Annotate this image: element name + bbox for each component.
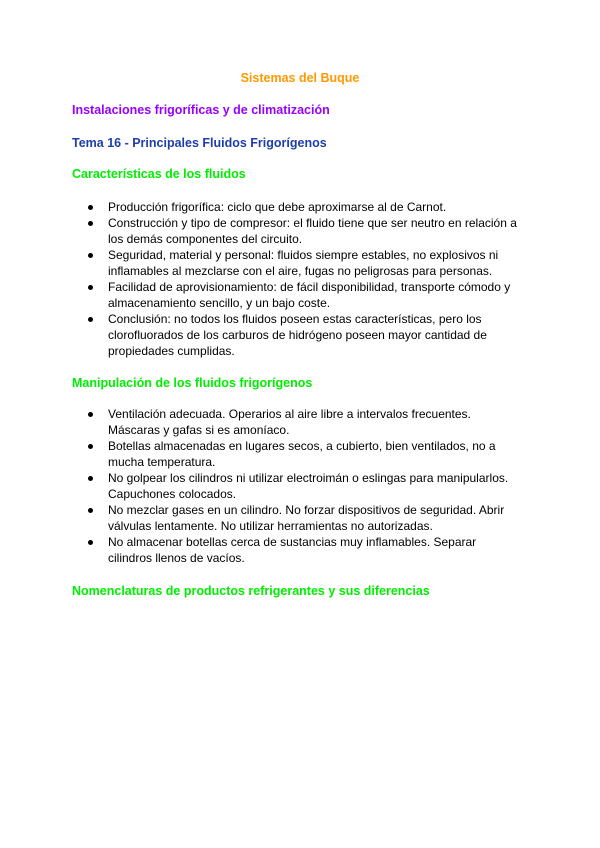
list-item: [0, 279, 528, 311]
list-item: [0, 199, 528, 215]
list-item: [0, 215, 528, 247]
document-title: Sistemas del Buque: [240, 71, 360, 85]
bullet-icon: [88, 412, 93, 417]
list-item-text: Capuchones colocados.: [108, 487, 237, 501]
list-item: [0, 247, 528, 279]
bullet-icon: [88, 221, 93, 226]
bullet-icon: [88, 476, 93, 481]
list-item-text: Botellas almacenadas en lugares secos, a cubierto, bien ventilados, no a: [108, 439, 496, 453]
list-item-text: clorofluorados de los carburos de hidrógeno poseen mayor cantidad de: [108, 328, 487, 342]
list-item: [0, 534, 528, 566]
list-item-text: No mezclar gases en un cilindro. No forzar dispositivos de seguridad. Abrir: [108, 503, 505, 517]
bullet-icon: [88, 285, 93, 290]
characteristics-list: [0, 199, 528, 359]
list-item-text: inflamables al mezclarse con el aire, fugas no peligrosas para personas.: [108, 264, 493, 278]
list-item-text: No almacenar botellas cerca de sustancias muy inflamables. Separar: [108, 535, 477, 549]
bullet-icon: [88, 508, 93, 513]
topic-heading: Tema 16 - Principales Fluidos Frigorígenos: [72, 136, 327, 150]
list-item-text: mucha temperatura.: [108, 455, 216, 469]
list-item-text: No golpear los cilindros ni utilizar electroimán o eslingas para manipularlos.: [108, 471, 509, 485]
bullet-icon: [88, 444, 93, 449]
bullet-icon: [88, 540, 93, 545]
list-item: [0, 502, 528, 534]
section-heading-nomenclature: Nomenclaturas de productos refrigerantes y sus diferencias: [72, 584, 430, 598]
course-heading: Instalaciones frigoríficas y de climatización: [72, 103, 330, 117]
list-item-text: Máscaras y gafas si es amoníaco.: [108, 423, 290, 437]
section-heading-characteristics: Características de los fluidos: [72, 167, 246, 181]
list-item-text: cilindros llenos de vacíos.: [108, 551, 245, 565]
bullet-icon: [88, 317, 93, 322]
handling-list: [0, 406, 528, 566]
list-item-text: almacenamiento sencillo, y un bajo coste.: [108, 296, 331, 310]
list-item-text: Conclusión: no todos los fluidos poseen estas características, pero los: [108, 312, 482, 326]
bullet-icon: [88, 205, 93, 210]
list-item-text: los demás componentes del circuito.: [108, 232, 303, 246]
list-item-text: propiedades cumplidas.: [108, 344, 235, 358]
list-item-text: Seguridad, material y personal: fluidos siempre estables, no explosivos ni: [108, 248, 499, 262]
list-item: [0, 470, 528, 502]
list-item: [0, 438, 528, 470]
section-heading-handling: Manipulación de los fluidos frigorígenos: [72, 376, 313, 390]
bullet-icon: [88, 253, 93, 258]
list-item-text: Construcción y tipo de compresor: el fluido tiene que ser neutro en relación a: [108, 216, 517, 230]
list-item: [0, 311, 528, 359]
list-item-text: Ventilación adecuada. Operarios al aire libre a intervalos frecuentes.: [108, 407, 471, 421]
list-item: [0, 406, 528, 438]
list-item-text: válvulas lentamente. No utilizar herramientas no autorizadas.: [108, 519, 433, 533]
list-item-text: Producción frigorífica: ciclo que debe aproximarse al de Carnot.: [108, 200, 447, 214]
list-item-text: Facilidad de aprovisionamiento: de fácil disponibilidad, transporte cómodo y: [108, 280, 511, 294]
